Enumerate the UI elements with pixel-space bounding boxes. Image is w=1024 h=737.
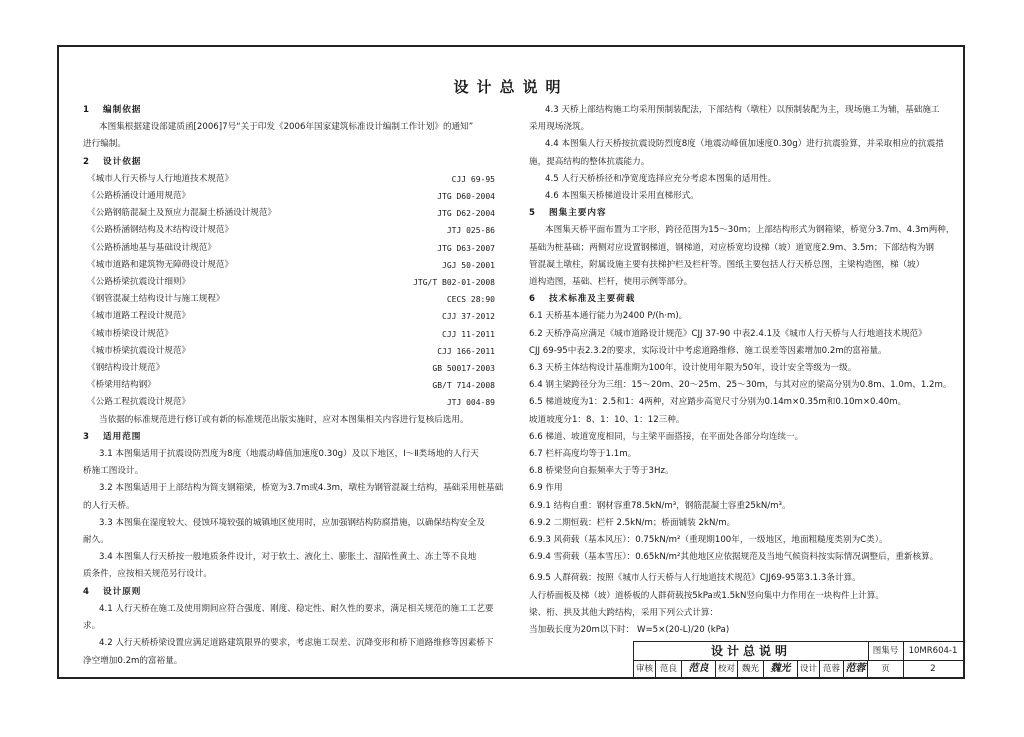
reference-code: CJJ 11-2011 <box>442 329 495 339</box>
paragraph-cont: 净空增加0.2m的富裕量。 <box>83 655 183 666</box>
technical-item: 6.9.4 雪荷载（基本雪压）：0.65kN/m²其他地区应依据规范及当地气候资料按实际情况调整后，重新核算。 <box>529 552 939 563</box>
section-heading: 6 技术标准及主要荷载 <box>529 294 636 305</box>
paragraph: 4.2 人行天桥桥梁设置应满足道路建筑限界的要求，考虑施工误差、沉降变形和桥下道路维修等因素桥下 <box>99 638 494 649</box>
paragraph: 4.4 本图集人行天桥按抗震设防烈度8度（地震动峰值加速度0.30g）进行抗震验算，并采取相应的抗震措 <box>545 139 944 150</box>
checker-label: 校对 <box>716 660 738 678</box>
reference-code: JGJ 50-2001 <box>442 260 495 270</box>
paragraph-cont: 施，提高结构的整体抗震能力。 <box>529 156 650 167</box>
reference-row <box>83 171 503 188</box>
reference-code: CECS 28:90 <box>446 295 495 305</box>
paragraph: 4.1 人行天桥在施工及使用期间应符合强度、刚度、稳定性、耐久性的要求，满足相关规范的施工工艺要 <box>99 603 494 614</box>
title-block <box>633 641 963 677</box>
paragraph: 本图集根据建设部建质函[2006]7号“关于印发《2006年国家建筑标准设计编制工作计划》的通知” <box>99 122 474 133</box>
technical-item: 6.4 钢主梁跨径分为三组：15～20m、20～25m、25～30m，与其对应的梁高分别为0.8m、1.0m、1.2m。 <box>529 380 952 391</box>
reference-row <box>83 308 503 325</box>
reference-row <box>83 205 503 222</box>
technical-items <box>529 308 952 566</box>
reference-code: GB 50017-2003 <box>432 364 495 374</box>
reference-code: CJJ 166-2011 <box>437 346 495 356</box>
scope-paragraphs <box>83 446 503 584</box>
technical-item: 6.2 天桥净高应满足《城市道路设计规范》CJJ 37-90 中表2.4.1及《城市人行天桥与人行地道技术规范》 <box>529 328 927 339</box>
technical-item: 6.6 梯道、坡道宽度相同，与主梁平面搭接，在平面处各部分均连续一。 <box>529 431 804 442</box>
reference-code: JTG D62-2004 <box>437 209 495 219</box>
technical-item: 6.1 天桥基本通行能力为2400 P/(h·m)。 <box>529 311 688 322</box>
paragraph: 4.3 天桥上部结构施工均采用预制装配法，下部结构（墩柱）以预制装配为主，现场施工为辅，基础施工 <box>545 105 940 115</box>
technical-item: 6.9.2 二期恒载：栏杆 2.5kN/m；桥面铺装 2kN/m。 <box>529 517 736 528</box>
technical-item: 当加载长度为20m以下时： W=5×(20-L)/20 (kPa) <box>529 625 730 636</box>
paragraph-cont: 耐久。 <box>83 535 109 546</box>
reference-code: JTG D60-2004 <box>437 192 495 202</box>
page-label: 页 <box>868 660 904 678</box>
reference-code: CJJ 69-95 <box>451 174 495 184</box>
section-heading: 3 适用范围 <box>83 431 142 442</box>
technical-item: 6.8 桥梁竖向自振频率大于等于3Hz。 <box>529 466 674 477</box>
section-heading: 1 编制依据 <box>83 105 142 115</box>
reference-code: CJJ 37-2012 <box>442 312 495 322</box>
reviewer-label: 审核 <box>634 660 656 678</box>
drawing-sheet <box>57 45 965 679</box>
technical-item: 6.7 栏杆高度均等于1.1m。 <box>529 449 637 460</box>
paragraph-cont: 基础为桩基础；两侧对应设置钢梯道，钢梯道，对应桥宽均设梯（坡）道宽度2.9m、3.5m；下部结构为钢 <box>529 242 935 253</box>
reference-name: 《公路工程抗震设计规范》 <box>87 397 191 408</box>
reference-name: 《钢结构设计规范》 <box>87 363 165 374</box>
paragraph-cont: 采用现场浇筑。 <box>529 122 590 133</box>
paragraph-cont: 管混凝土墩柱，附属设施主要有扶梯护栏及栏杆等。图纸主要包括人行天桥总图，主梁构造图，梯（坡） <box>529 259 925 270</box>
paragraph: 3.2 本图集适用于上部结构为简支钢箱梁，桥宽为3.7m或4.3m，墩柱为钢管混凝土结构，基础采用桩基础 <box>99 483 504 494</box>
atlas-number-label: 图集号 <box>868 642 904 660</box>
paragraph: 3.4 本图集人行天桥按一般地质条件设计，对于软土、液化土、膨胀土、湿陷性黄土、冻土等不良地 <box>99 552 477 563</box>
reference-note: 当依据的标准规范进行修订或有新的标准规范出版实施时，应对本图集相关内容进行复核后选用。 <box>99 414 469 425</box>
reference-name: 《公路桥涵钢结构及木结构设计规范》 <box>87 225 234 236</box>
paragraph-cont: 的人行天桥。 <box>83 500 135 511</box>
page-title: 设计总说明 <box>453 78 569 96</box>
reference-row <box>83 326 503 343</box>
checker-signature: 魏光 <box>764 660 798 678</box>
reference-code: JTJ 025-86 <box>446 226 495 236</box>
paragraph-cont: 道构造图，基础、栏杆，使用示例等部分。 <box>529 277 693 288</box>
drawing-name: 设计总说明 <box>634 642 869 660</box>
technical-item: 6.3 天桥主体结构设计基准期为100年，设计使用年限为50年，设计安全等级为一级。 <box>529 363 857 374</box>
section-heading: 4 设计原则 <box>83 586 142 597</box>
technical-item: 6.5 梯道坡度为1：2.5和1：4两种，对应踏步高宽尺寸分别为0.14m×0.35m和0.10m×0.40m。 <box>529 397 907 408</box>
designer-name: 范蓉 <box>820 660 844 678</box>
technical-item: 人行桥面板及梯（坡）道桥板的人群荷载按5kPa或1.5kN竖向集中力作用在一块构件上计算。 <box>529 590 884 601</box>
reference-code: GB/T 714-2008 <box>432 381 495 391</box>
paragraph-cont: 进行编制。 <box>83 139 126 150</box>
paragraph: 4.6 本图集天桥梯道设计采用直梯形式。 <box>545 191 699 202</box>
reference-name: 《城市道路工程设计规范》 <box>87 311 191 322</box>
reference-row <box>83 377 503 394</box>
technical-item: 6.9 作用 <box>529 483 563 494</box>
reference-name: 《钢管混凝土结构设计与施工规程》 <box>87 294 225 305</box>
reference-code: JTG/T B02-01-2008 <box>413 278 495 288</box>
page-number: 2 <box>930 664 936 674</box>
reference-code: JTJ 004-89 <box>446 398 495 408</box>
designer-label: 设计 <box>798 660 820 678</box>
reference-name: 《公路桥涵地基与基础设计规范》 <box>87 242 216 253</box>
reference-name: 《桥梁用结构钢》 <box>87 380 156 391</box>
reviewer-name: 范良 <box>656 660 682 678</box>
reference-row <box>83 343 503 360</box>
paragraph: 3.3 本图集在湿度较大、侵蚀环境较强的城镇地区使用时，应加强钢结构防腐措施，以确保结构安全及 <box>99 517 485 528</box>
paragraph-cont: 质条件，应按相关规范另行设计。 <box>83 569 212 580</box>
left-column <box>83 102 503 670</box>
right-column <box>529 102 955 639</box>
technical-item: CJJ 69-95中表2.3.2的要求，实际设计中考虑道路维修、施工误差等因素增加0.2m的富裕量。 <box>529 345 887 356</box>
reviewer-signature: 范良 <box>682 660 716 678</box>
reference-list <box>83 171 503 412</box>
reference-row <box>83 291 503 308</box>
reference-row <box>83 188 503 205</box>
technical-item: 坡道坡度分1：8、1：10、1：12三种。 <box>529 414 685 425</box>
designer-signature: 范蓉 <box>844 660 868 678</box>
reference-row <box>83 360 503 377</box>
reference-row <box>83 274 503 291</box>
reference-row <box>83 222 503 239</box>
technical-item: 6.9.1 结构自重：钢材容重78.5kN/m³，钢筋混凝土容重25kN/m³。 <box>529 500 791 511</box>
technical-item: 梁、桁、拱及其他大跨结构，采用下列公式计算： <box>529 607 719 618</box>
reference-name: 《公路钢筋混凝土及预应力混凝土桥涵设计规范》 <box>87 208 277 219</box>
paragraph-cont: 桥施工图设计。 <box>83 466 144 477</box>
reference-name: 《公路桥涵设计通用规范》 <box>87 191 191 202</box>
reference-name: 《城市人行天桥与人行地道技术规范》 <box>87 173 234 184</box>
reference-row <box>83 240 503 257</box>
reference-name: 《公路桥梁抗震设计细则》 <box>87 277 191 288</box>
technical-item: 6.9.5 人群荷载：按照《城市人行天桥与人行地道技术规范》CJJ69-95第3.1.3条计算。 <box>529 573 861 584</box>
principle-paragraphs <box>83 601 503 670</box>
checker-name: 魏光 <box>738 660 764 678</box>
paragraph: 3.1 本图集适用于抗震设防烈度为8度（地震动峰值加速度0.30g）及以下地区，Ⅰ～Ⅱ类场地的人行天 <box>99 449 479 460</box>
reference-name: 《城市道路和建筑物无障碍设计规范》 <box>87 259 234 270</box>
paragraph: 本图集天桥平面布置为工字形，跨径范围为15～30m；上部结构形式为钢箱梁，桥宽分3.7m、4.3m两种， <box>545 225 955 236</box>
principle-paragraphs-cont <box>529 102 947 205</box>
paragraph: 4.5 人行天桥桥径和净宽度选择应充分考虑本图集的适用性。 <box>545 173 777 184</box>
reference-name: 《城市桥梁抗震设计规范》 <box>87 345 191 356</box>
reference-row <box>83 394 503 411</box>
atlas-number: 10MR604-1 <box>908 646 958 656</box>
paragraph-cont: 求。 <box>83 621 101 632</box>
section-heading: 5 图集主要内容 <box>529 208 607 219</box>
reference-row <box>83 257 503 274</box>
section-heading: 2 设计依据 <box>83 156 142 167</box>
technical-item: 6.9.3 风荷载（基本风压）：0.75kN/m²（重现期100年，一级地区，地面粗糙度类别为C类）。 <box>529 535 888 546</box>
reference-code: JTG D63-2007 <box>437 243 495 253</box>
reference-name: 《城市桥梁设计规范》 <box>87 328 173 339</box>
technical-items-cont <box>529 570 947 639</box>
